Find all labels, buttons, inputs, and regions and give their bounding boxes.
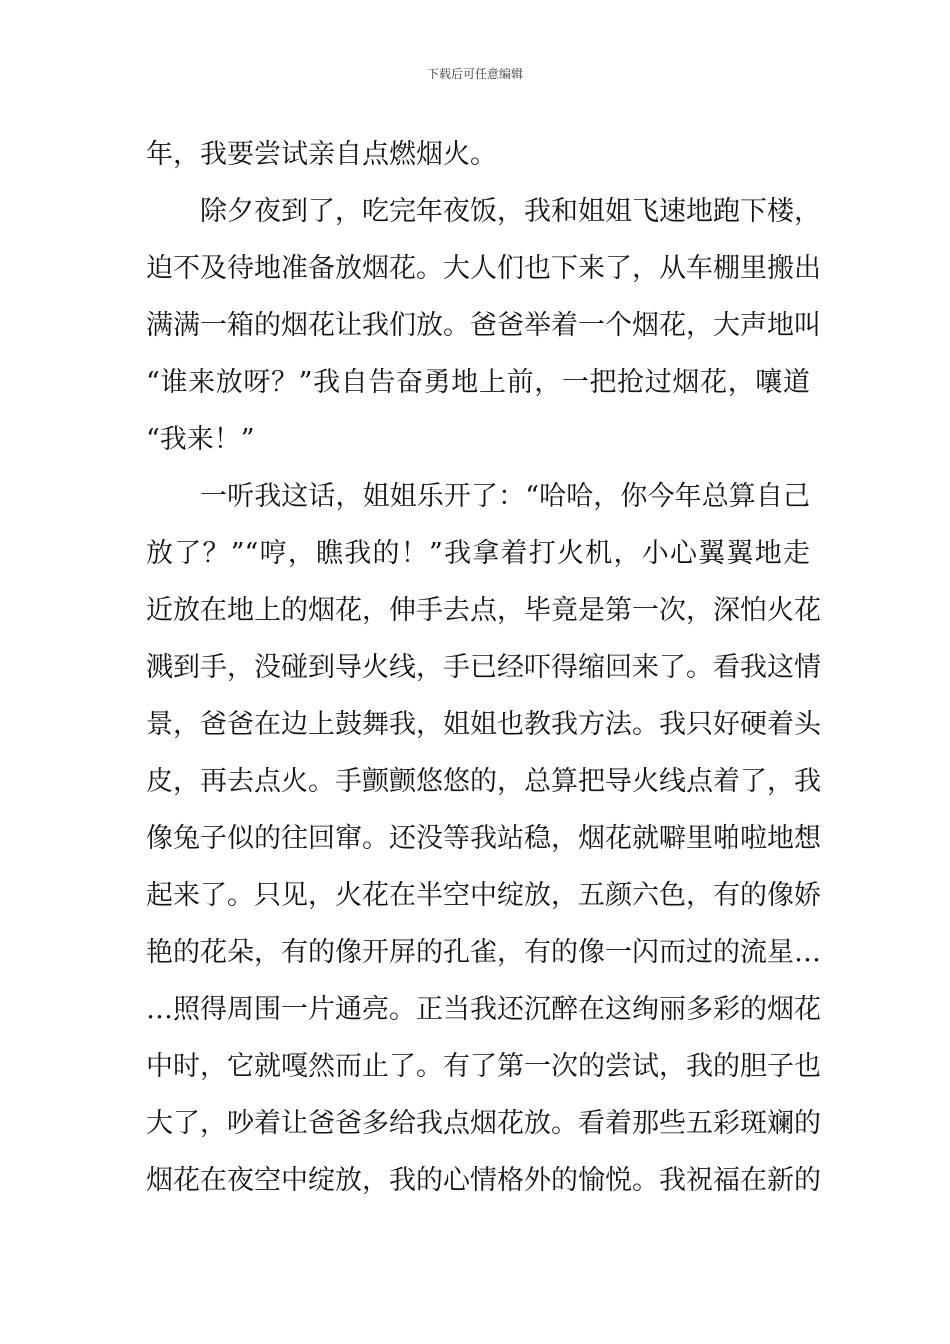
text-line: 像兔子似的往回窜。还没等我站稳，烟花就噼里啪啦地想 bbox=[146, 823, 821, 854]
text-line: 满满一箱的烟花让我们放。爸爸举着一个烟花，大声地叫 bbox=[146, 310, 821, 341]
page-header: 下载后可任意编辑 bbox=[426, 67, 523, 81]
text-line: “我来！” bbox=[146, 424, 255, 455]
document-body bbox=[146, 126, 821, 1209]
text-line: 一听我这话，姐姐乐开了：“哈哈，你今年总算自己 bbox=[200, 481, 810, 512]
text-line: 年，我要尝试亲自点燃烟火。 bbox=[146, 139, 497, 170]
text-line: 大了，吵着让爸爸多给我点烟花放。看着那些五彩斑斓的 bbox=[146, 1108, 821, 1139]
text-line: 皮，再去点火。手颤颤悠悠的，总算把导火线点着了，我 bbox=[146, 766, 821, 797]
text-line: 起来了。只见，火花在半空中绽放，五颜六色，有的像娇 bbox=[146, 880, 821, 911]
text-line: …照得周围一片通亮。正当我还沉醉在这绚丽多彩的烟花 bbox=[146, 994, 821, 1025]
text-line: 景，爸爸在边上鼓舞我，姐姐也教我方法。我只好硬着头 bbox=[146, 709, 821, 740]
text-line: 烟花在夜空中绽放，我的心情格外的愉悦。我祝福在新的 bbox=[146, 1165, 821, 1196]
text-line: 迫不及待地准备放烟花。大人们也下来了，从车棚里搬出 bbox=[146, 253, 821, 284]
text-line: 近放在地上的烟花，伸手去点，毕竟是第一次，深怕火花 bbox=[146, 595, 821, 626]
text-line: 除夕夜到了，吃完年夜饭，我和姐姐飞速地跑下楼， bbox=[200, 196, 821, 227]
text-line: 艳的花朵，有的像开屏的孔雀，有的像一闪而过的流星… bbox=[146, 937, 821, 968]
text-line: “谁来放呀？”我自告奋勇地上前，一把抢过烟花，嚷道 bbox=[146, 367, 810, 398]
text-line: 中时，它就嘎然而止了。有了第一次的尝试，我的胆子也 bbox=[146, 1051, 821, 1082]
text-line: 溅到手，没碰到导火线，手已经吓得缩回来了。看我这情 bbox=[146, 652, 821, 683]
text-line: 放了？”“哼，瞧我的！”我拿着打火机，小心翼翼地走 bbox=[146, 538, 810, 569]
